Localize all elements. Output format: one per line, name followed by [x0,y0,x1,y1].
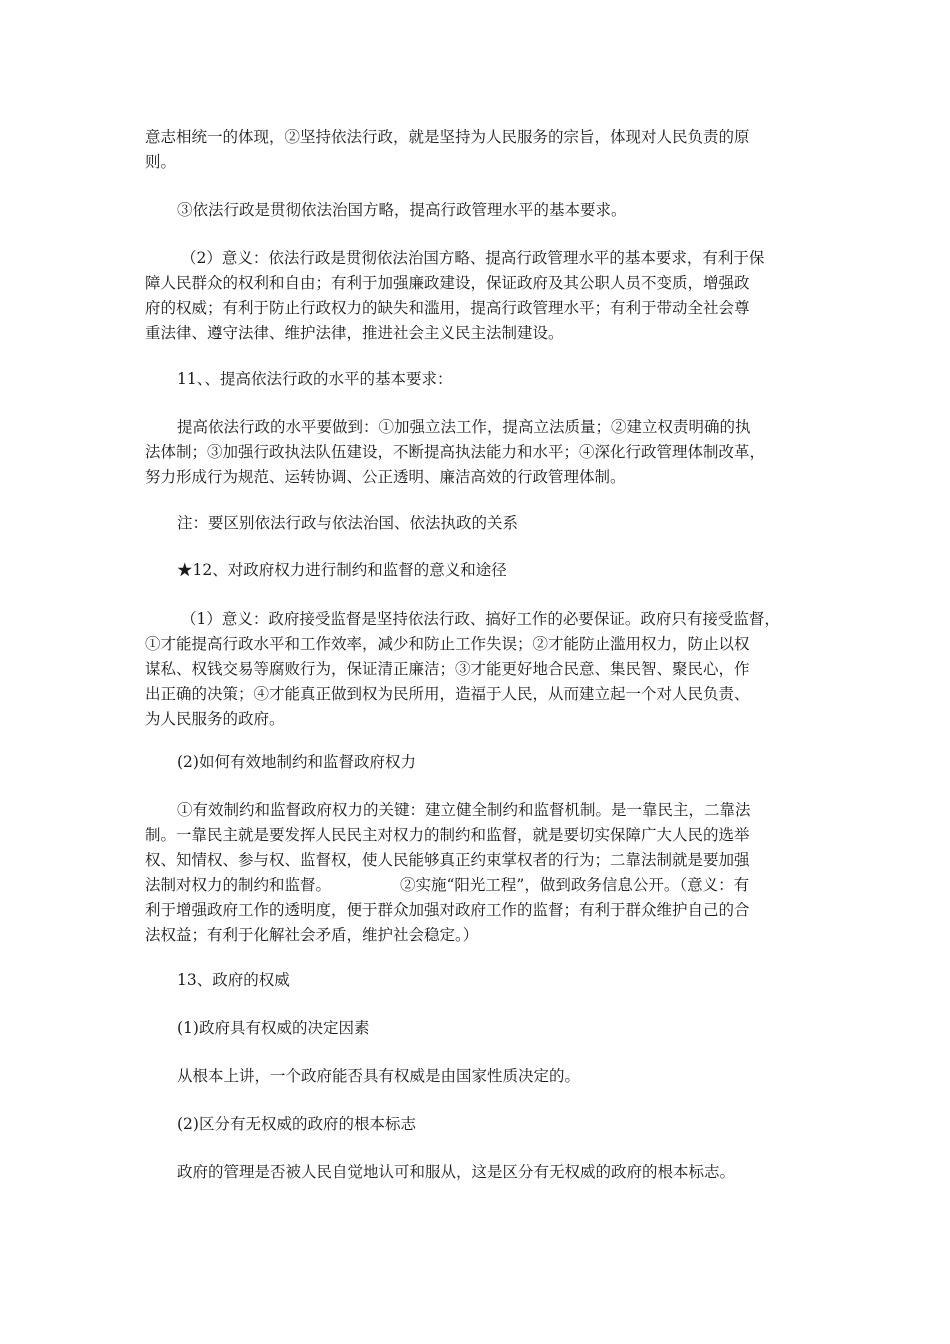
text-line: 努力形成行为规范、运转协调、公正透明、廉洁高效的行政管理体制。 [145,468,626,486]
section-heading-11 [145,367,810,392]
note-paragraph [145,511,810,536]
text-line: 法制对权力的制约和监督。 ②实施“阳光工程”，做到政务信息公开。（意义：有 [145,876,750,894]
text-line: 权、知情权、参与权、监督权，使人民能够真正约束掌权者的行为；二靠法制就是要加强 [145,851,750,869]
text-line: 政府的管理是否被人民自觉地认可和服从，这是区分有无权威的政府的根本标志。 [177,1163,736,1181]
text-line: 重法律、遵守法律、维护法律，推进社会主义民主法制建设。 [145,324,564,342]
text-line: 利于增强政府工作的透明度，便于群众加强对政府工作的监督；有利于群众维护自己的合 [145,901,750,919]
text-line: 注：要区别依法行政与依法治国、依法执政的关系 [177,514,519,532]
paragraph-requirement [145,198,810,223]
subheading-authority-sign [145,1112,810,1137]
paragraph-significance [145,246,810,346]
text-line: 提高依法行政的水平要做到：①加强立法工作，提高立法质量；②建立权责明确的执 [177,418,751,436]
text-line: 法体制；③加强行政执法队伍建设，不断提高执法能力和水平；④深化行政管理体制改革， [145,443,766,461]
section-heading-12 [145,558,810,583]
text-line: 意志相统一的体现，②坚持依法行政，就是坚持为人民服务的宗旨，体现对人民负责的原 [145,128,750,146]
heading-text: ★12、对政府权力进行制约和监督的意义和途径 [177,561,507,579]
text-line: 障人民群众的权利和自由；有利于加强廉政建设，保证政府及其公职人员不变质，增强政 [145,274,750,292]
text-line: 法权益；有利于化解社会矛盾，维护社会稳定。） [145,926,479,944]
text-line: ①才能提高行政水平和工作效率，减少和防止工作失误；②才能防止滥用权力，防止以权 [145,635,750,653]
paragraph-basic-requirements [145,415,810,490]
heading-text: 11、、提高依法行政的水平的基本要求： [177,370,453,388]
text-line: 制。一靠民主就是要发挥人民民主对权力的制约和监督，就是要切实保障广大人民的选举 [145,826,750,844]
text-line: ①有效制约和监督政府权力的关键：建立健全制约和监督机制。是一靠民主，二靠法 [177,801,751,819]
text-line: 出正确的决策；④才能真正做到权为民所用，造福于人民，从而建立起一个对人民负责、 [145,685,750,703]
text-line: 则。 [145,153,177,171]
subheading-authority-factor [145,1016,810,1041]
heading-text: (2)如何有效地制约和监督政府权力 [177,753,416,771]
text-line: 从根本上讲，一个政府能否具有权威是由国家性质决定的。 [177,1067,581,1085]
text-line: （2）意义：依法行政是贯彻依法治国方略、提高行政管理水平的基本要求，有利于保 [181,249,765,267]
section-heading-13 [145,968,810,993]
paragraph-supervision-methods [145,798,810,948]
heading-text: (2)区分有无权威的政府的根本标志 [177,1115,416,1133]
subheading-how-to-supervise [145,750,810,775]
paragraph-supervision-significance [145,607,810,732]
text-line: （1）意义：政府接受监督是坚持依法行政、搞好工作的必要保证。政府只有接受监督， [181,610,780,628]
heading-text: (1)政府具有权威的决定因素 [177,1019,370,1037]
text-line: 为人民服务的政府。 [145,710,285,728]
paragraph-continuation [145,125,810,175]
heading-text: 13、政府的权威 [177,971,290,989]
text-line: 谋私、权钱交易等腐败行为，保证清正廉洁；③才能更好地合民意、集民智、聚民心，作 [145,660,750,678]
text-line: ③依法行政是贯彻依法治国方略，提高行政管理水平的基本要求。 [177,201,627,219]
paragraph-authority-factor [145,1064,810,1089]
text-line: 府的权威；有利于防止行政权力的缺失和滥用，提高行政管理水平；有利于带动全社会尊 [145,299,750,317]
paragraph-authority-sign [145,1160,810,1185]
